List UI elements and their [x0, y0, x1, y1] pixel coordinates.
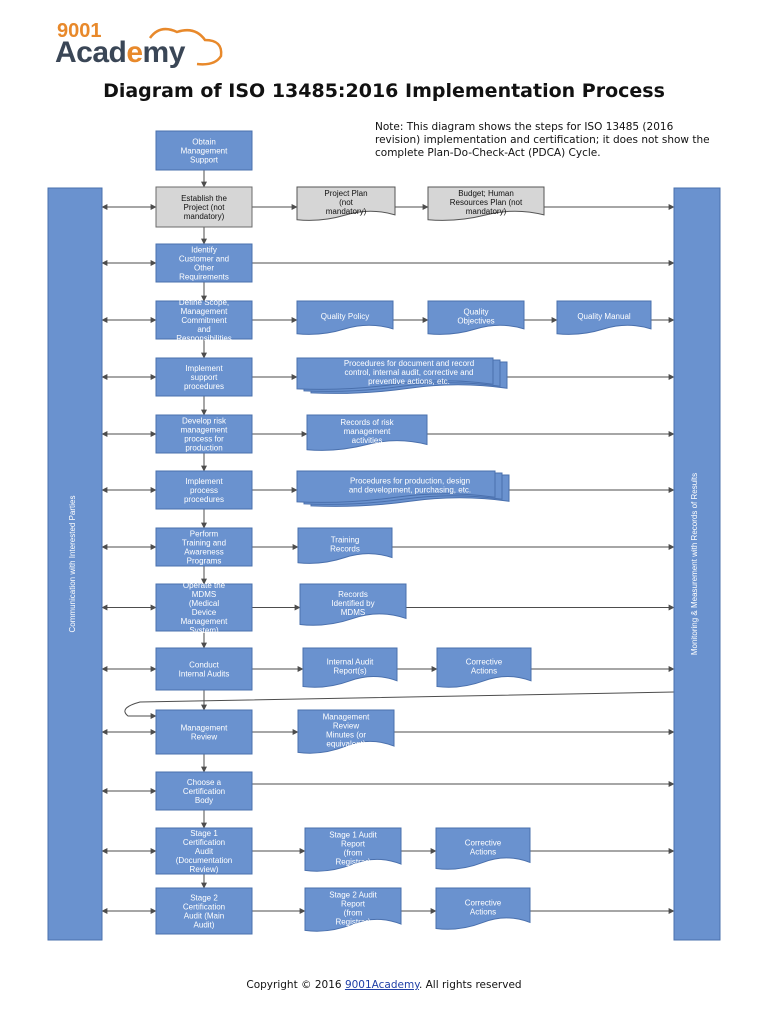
- document-label-line: control, internal audit, corrective and: [344, 368, 474, 377]
- step-obtain-management-support: [156, 131, 252, 170]
- document-label-line: Procedures for document and record: [343, 359, 475, 368]
- copyright-footer: Copyright © 2016 9001Academy. All rights reserved: [246, 979, 522, 991]
- document-label-line: equivalent): [326, 739, 366, 749]
- step-conduct-internal-audits: [156, 648, 252, 690]
- step-label-line: Commitment: [181, 316, 227, 325]
- document-label-line: Records: [338, 590, 368, 599]
- step-label-line: (Documentation: [175, 856, 233, 865]
- step-label-line: MDMS: [191, 590, 217, 599]
- step-label-line: Internal Audits: [178, 669, 230, 679]
- document-training-records: [298, 528, 392, 563]
- document-corrective-actions-stage1: [436, 828, 530, 869]
- step-perform-training: [156, 528, 252, 566]
- document-label-line: Quality Manual: [577, 312, 631, 321]
- document-project-plan: [297, 187, 395, 220]
- step-label-line: procedures: [183, 495, 225, 504]
- logo-top-text: 9001: [57, 20, 102, 42]
- step-label-line: Implement: [185, 477, 223, 486]
- step-label-line: System): [189, 626, 219, 635]
- document-label-line: MDMS: [340, 608, 366, 617]
- step-label-line: Project (not: [183, 203, 225, 212]
- document-quality-objectives: [428, 301, 524, 334]
- document-production-procedures: [297, 471, 509, 506]
- document-label-line: Records: [330, 544, 360, 554]
- diagram-note: Note: This diagram shows the steps for ISO 13485 (2016 revision) implementation and certification; it does not show the complete Plan-Do-Check-Act (PDCA) Cycle.: [375, 121, 710, 159]
- step-implement-support-procedures: [156, 358, 252, 396]
- document-label-line: management: [343, 427, 391, 436]
- step-choose-certification-body: [156, 772, 252, 810]
- document-label-line: Quality Policy: [320, 312, 370, 321]
- step-label-line: Review: [190, 732, 218, 742]
- 9001academy-link[interactable]: 9001Academy: [344, 979, 419, 991]
- step-label-line: Customer and: [178, 254, 230, 264]
- step-label-line: Management: [180, 146, 228, 156]
- document-internal-audit-reports: [303, 648, 397, 687]
- step-identify-requirements: [156, 244, 252, 282]
- document-label-line: (from: [343, 908, 363, 918]
- document-label-line: Records of risk: [340, 418, 394, 427]
- step-label-line: Management: [180, 617, 228, 626]
- document-label-line: mandatory): [325, 207, 367, 216]
- document-management-review-minutes: [298, 710, 394, 753]
- step-management-review: [156, 710, 252, 754]
- step-label-line: Choose a: [186, 778, 222, 787]
- document-label-line: Training: [330, 535, 360, 545]
- step-label-line: Support: [189, 155, 219, 165]
- monitoring-sidebar-label: Monitoring & Measurement with Records of Results: [690, 472, 699, 656]
- document-label-line: Corrective: [464, 838, 502, 848]
- step-label-line: support: [190, 373, 218, 382]
- step-label-line: production: [185, 443, 223, 453]
- document-label-line: (from: [343, 848, 363, 858]
- step-label-line: Stage 2: [190, 893, 218, 903]
- document-corrective-actions-internal: [437, 648, 531, 687]
- document-label-line: Budget; Human: [458, 189, 514, 198]
- document-label-line: activities: [351, 436, 383, 445]
- document-label-line: Review: [332, 721, 360, 731]
- step-label-line: and: [197, 325, 211, 334]
- document-corrective-actions-stage2: [436, 888, 530, 929]
- step-label-line: Identify: [191, 245, 217, 255]
- step-label-line: Obtain: [192, 137, 216, 147]
- step-label-line: Stage 1: [190, 829, 218, 838]
- step-label-line: Management: [180, 723, 228, 733]
- step-label-line: Define Scope,: [178, 298, 230, 307]
- document-label-line: Corrective: [464, 898, 502, 908]
- step-label-line: Audit: [194, 847, 214, 856]
- step-label-line: Certification: [182, 787, 226, 796]
- document-label-line: Identified by: [331, 599, 375, 608]
- document-label-line: (not: [339, 198, 353, 207]
- document-label-line: Report: [340, 839, 366, 849]
- page-title: Diagram of ISO 13485:2016 Implementation Process: [103, 80, 665, 102]
- step-label-line: Responsibilities: [176, 334, 232, 343]
- step-label-line: Certification: [182, 838, 226, 847]
- document-stage2-audit-report: [305, 888, 401, 931]
- document-mdms-records: [300, 584, 406, 625]
- document-label-line: Quality: [463, 307, 489, 317]
- step-stage2-certification-audit: [156, 888, 252, 934]
- step-label-line: procedures: [183, 382, 225, 391]
- step-label-line: Awareness: [184, 547, 224, 557]
- step-stage1-certification-audit: [156, 828, 252, 874]
- step-label-line: Management: [180, 307, 228, 316]
- step-define-scope: [156, 298, 252, 343]
- document-stage1-audit-report: [305, 828, 401, 871]
- step-implement-process-procedures: [156, 471, 252, 509]
- document-label-line: and development, purchasing, etc.: [348, 485, 472, 495]
- step-label-line: mandatory): [183, 212, 225, 221]
- step-label-line: Operate the: [182, 581, 226, 590]
- document-risk-records: [307, 415, 427, 450]
- step-label-line: Develop risk: [181, 416, 227, 426]
- document-label-line: Minutes (or: [325, 730, 367, 740]
- document-label-line: Report: [340, 899, 366, 909]
- document-label-line: Management: [322, 712, 370, 722]
- step-label-line: process: [189, 486, 219, 495]
- document-label-line: Procedures for production, design: [349, 476, 471, 486]
- step-label-line: management: [180, 425, 228, 435]
- step-label-line: Body: [194, 796, 214, 805]
- document-label-line: Stage 2 Audit: [329, 890, 377, 900]
- document-label-line: mandatory): [465, 207, 507, 216]
- step-label-line: Other: [193, 263, 215, 273]
- step-label-line: Implement: [185, 364, 223, 373]
- document-label-line: preventive actions, etc.: [368, 377, 450, 386]
- document-label-line: Registrar): [335, 917, 371, 927]
- step-label-line: Device: [191, 608, 217, 617]
- document-label-line: Objectives: [457, 316, 495, 326]
- document-support-procedures: [297, 358, 507, 393]
- step-label-line: Audit (Main: [183, 911, 225, 921]
- document-quality-manual: [557, 301, 651, 334]
- step-label-line: (Medical: [188, 599, 220, 608]
- step-label-line: process for: [184, 434, 224, 444]
- document-label-line: Actions: [469, 847, 497, 857]
- step-label-line: Review): [189, 865, 219, 874]
- step-operate-mdms: [156, 581, 252, 635]
- step-label-line: Certification: [182, 902, 226, 912]
- document-budget: [428, 187, 544, 220]
- communication-sidebar: [48, 188, 102, 940]
- document-label-line: Project Plan: [324, 189, 368, 198]
- step-label-line: Audit): [193, 920, 215, 930]
- document-quality-policy: [297, 301, 393, 334]
- step-label-line: Programs: [186, 556, 222, 566]
- document-label-line: Registrar): [335, 857, 371, 867]
- document-label-line: Corrective: [465, 657, 503, 667]
- step-label-line: Perform: [189, 529, 219, 539]
- step-establish-project: [156, 187, 252, 227]
- monitoring-sidebar: [674, 188, 720, 940]
- document-label-line: Resources Plan (not: [449, 198, 523, 207]
- document-label-line: Actions: [469, 907, 497, 917]
- document-label-line: Internal Audit: [326, 657, 374, 667]
- step-label-line: Establish the: [181, 194, 227, 203]
- step-label-line: Conduct: [189, 660, 219, 670]
- document-label-line: Stage 1 Audit: [329, 830, 377, 840]
- step-label-line: Training and: [181, 538, 227, 548]
- step-develop-risk-management: [156, 415, 252, 453]
- document-label-line: Report(s): [333, 666, 367, 676]
- communication-sidebar-label: Communication with Interested Parties: [68, 495, 77, 633]
- logo-main-text: Academy: [55, 36, 185, 69]
- document-label-line: Actions: [470, 666, 498, 676]
- step-label-line: Requirements: [179, 272, 229, 282]
